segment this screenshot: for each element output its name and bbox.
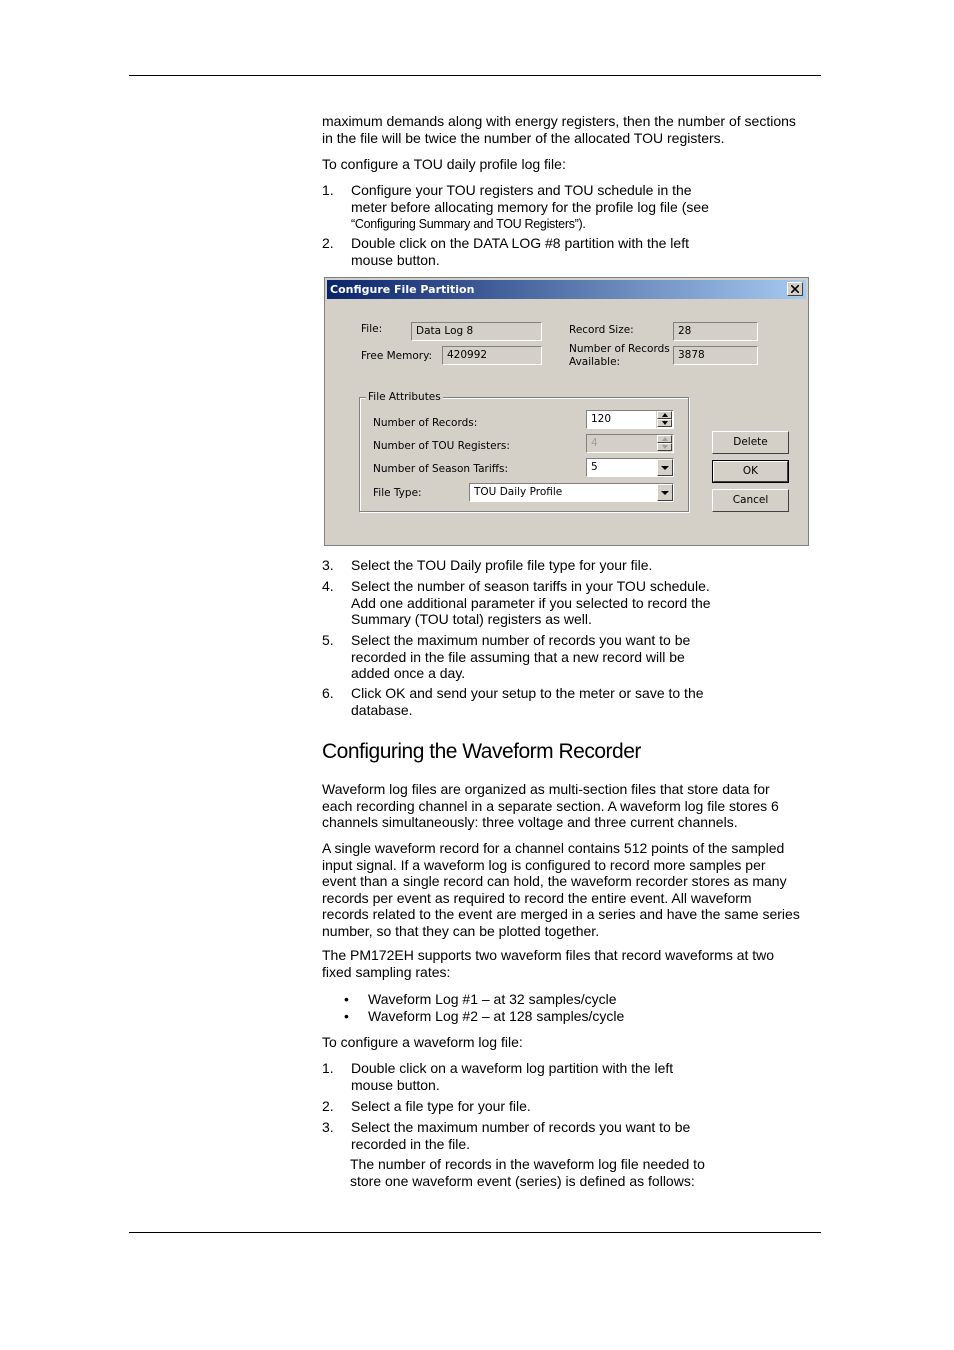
waveform-paragraph-2: A single waveform record for a channel contains 512 points of the sampled input signal. If a waveform log is configured to record more samples per event than a single record can hold, the waveform recorder stores as many records per event as required to record the entire event. All waveform records related to the event are merged in a series and have the same series number, so that they can be plotted together. <box>322 840 800 939</box>
intro-paragraph: maximum demands along with energy registers, then the number of sections in the file will be twice the number of the allocated TOU registers. <box>322 113 796 146</box>
num-tou-label: Number of TOU Registers: <box>373 440 510 452</box>
num-records-spin-buttons[interactable] <box>656 411 673 428</box>
file-field: Data Log 8 <box>411 322 542 341</box>
configure-file-partition-dialog <box>324 277 809 546</box>
close-icon <box>791 285 799 293</box>
spin-down-icon <box>662 445 668 449</box>
close-button[interactable] <box>787 282 803 296</box>
spin-down-icon <box>662 421 668 425</box>
file-type-label: File Type: <box>373 487 422 499</box>
chevron-down-icon <box>661 491 669 495</box>
free-memory-field: 420992 <box>442 346 542 365</box>
file-type-dropdown-button[interactable] <box>657 484 673 501</box>
waveform-config-intro: To configure a waveform log file: <box>322 1034 523 1050</box>
dialog-title: Configure File Partition <box>330 283 475 296</box>
record-size-field: 28 <box>673 322 758 341</box>
chevron-down-icon <box>661 466 669 470</box>
ok-button[interactable]: OK <box>712 460 789 483</box>
file-label: File: <box>361 323 383 335</box>
records-available-field: 3878 <box>673 346 758 365</box>
num-tou-spinner <box>586 434 674 453</box>
num-tariffs-dropdown-button[interactable] <box>657 459 673 476</box>
cross-reference-link[interactable]: “Configuring Summary and TOU Registers”). <box>351 217 586 231</box>
header-rule <box>129 75 821 76</box>
waveform-paragraph-1: Waveform log files are organized as multi-section files that store data for each recording channel in a separate section. A waveform log file stores 6 channels simultaneously: three voltage and three current channels. <box>322 781 779 830</box>
records-available-label: Number of Records Available: <box>569 343 670 368</box>
num-records-value: 120 <box>591 413 612 425</box>
file-attributes-title: File Attributes <box>368 391 441 403</box>
num-records-spinner[interactable] <box>586 410 674 429</box>
section-heading: Configuring the Waveform Recorder <box>322 740 641 763</box>
waveform-note: The number of records in the waveform log file needed to store one waveform event (series) is defined as follows: <box>350 1156 705 1189</box>
num-tou-spin-buttons <box>656 435 673 452</box>
waveform-paragraph-3: The PM172EH supports two waveform files that record waveforms at two fixed sampling rates: <box>322 947 775 980</box>
num-records-label: Number of Records: <box>373 417 478 429</box>
cancel-button[interactable]: Cancel <box>712 489 789 512</box>
spin-up-icon <box>662 437 668 441</box>
spin-up-icon <box>662 413 668 417</box>
footer-rule <box>129 1232 821 1233</box>
num-tariffs-value: 5 <box>591 461 598 473</box>
tou-config-intro: To configure a TOU daily profile log file: <box>322 156 566 172</box>
dialog-titlebar <box>327 280 806 299</box>
file-type-value: TOU Daily Profile <box>474 486 563 498</box>
num-tariffs-select[interactable] <box>586 458 674 477</box>
num-tariffs-label: Number of Season Tariffs: <box>373 463 509 475</box>
num-tou-value: 4 <box>591 437 598 449</box>
record-size-label: Record Size: <box>569 324 634 336</box>
delete-button[interactable]: Delete <box>712 431 789 454</box>
file-type-select[interactable] <box>469 483 674 502</box>
free-memory-label: Free Memory: <box>361 350 433 362</box>
